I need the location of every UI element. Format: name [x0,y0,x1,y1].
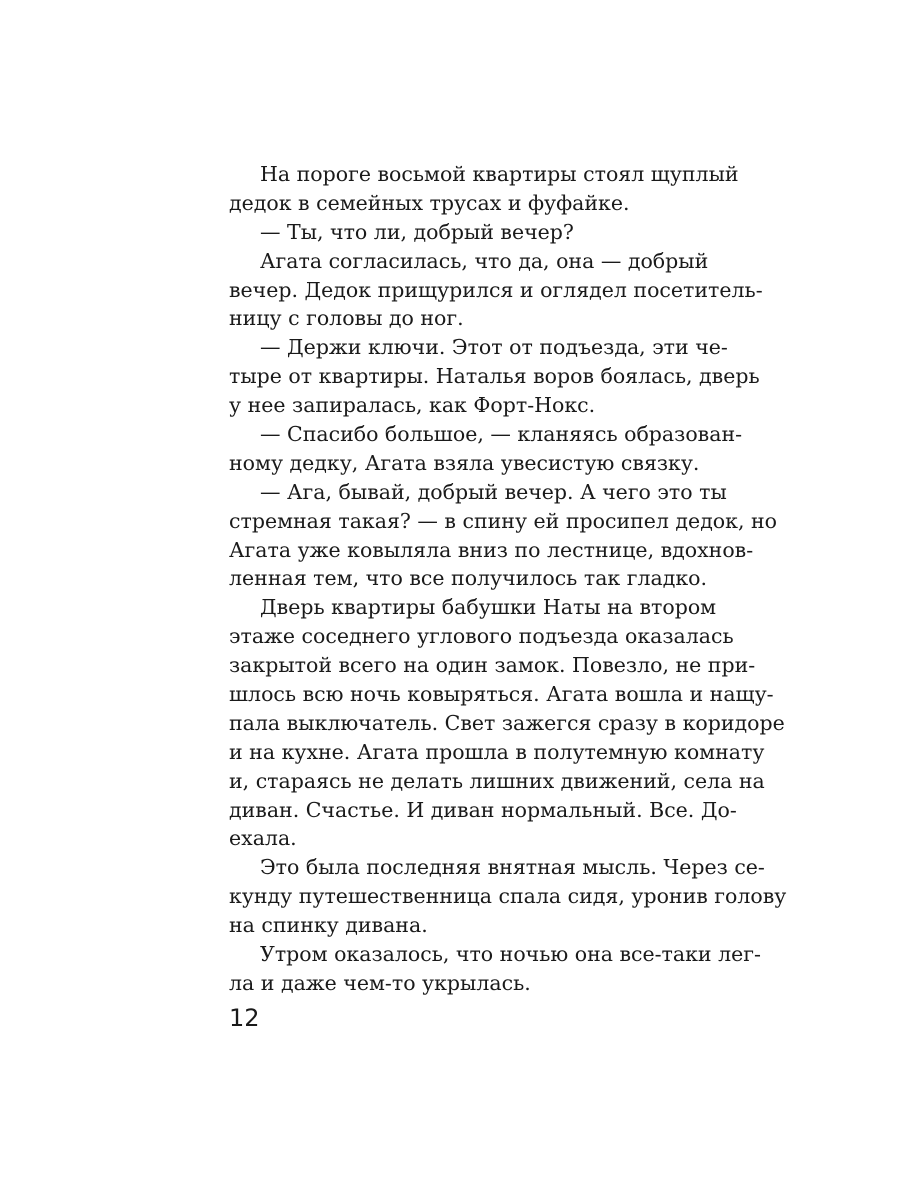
paragraph [229,940,761,998]
text-line: Утром оказалось, что ночью она все-таки лег- [260,942,761,967]
paragraph [229,420,743,478]
text-line: — Ты, что ли, добрый вечер? [260,219,574,244]
text-line: диван. Счастье. И диван нормальный. Все. До- [229,797,737,822]
text-line: Это была последняя внятная мысль. Через се- [260,855,765,880]
text-line: ла и даже чем-то укрылась. [229,970,531,995]
text-line: Агата уже ковыляла вниз по лестнице, вдохнов- [229,537,754,562]
text-line: закрытой всего на один замок. Повезло, не при- [229,653,756,678]
text-line: Агата согласилась, что да, она — добрый [260,248,709,273]
text-line: на спинку дивана. [229,913,428,938]
text-line: вечер. Дедок прищурился и оглядел посетитель- [229,277,763,302]
paragraph [229,478,778,594]
text-line: ленная тем, что все получилось так гладко. [229,566,708,591]
text-line: и, стараясь не делать лишних движений, села на [229,768,765,793]
text-line: — Спасибо большое, — кланяясь образован- [260,422,743,447]
text-line: шлось всю ночь ковыряться. Агата вошла и нащу- [229,682,774,707]
text-line: На пороге восьмой квартиры стоял щуплый [260,162,739,186]
text-line: тыре от квартиры. Наталья воров боялась, дверь [229,364,760,389]
text-line: у нее запиралась, как Форт-Нокс. [229,393,596,418]
paragraph [229,218,704,247]
text-line: ехала. [229,826,297,851]
paragraph [229,333,760,420]
page-number: 12 [229,1004,260,1032]
paragraph [229,593,785,853]
text-line: кунду путешественница спала сидя, уронив голову [229,884,787,909]
paragraph [229,853,787,940]
text-line: стремная такая? — в спину ей просипел дедок, но [229,508,778,533]
text-line: ницу с головы до ног. [229,306,464,331]
text-line: и на кухне. Агата прошла в полутемную комнату [229,739,765,764]
paragraph [229,247,763,334]
text-line: пала выключатель. Свет зажегся сразу в коридоре [229,710,785,735]
text-line: этаже соседнего углового подъезда оказалась [229,624,734,649]
paragraph [229,160,739,218]
text-line: ному дедку, Агата взяла увесистую связку. [229,450,700,475]
text-line: — Ага, бывай, добрый вечер. А чего это ты [260,479,727,504]
text-line: — Держи ключи. Этот от подъезда, эти че- [260,335,728,360]
body-text [229,160,787,998]
text-line: Дверь квартиры бабушки Наты на втором [260,595,717,620]
text-line: дедок в семейных трусах и фуфайке. [229,190,630,215]
